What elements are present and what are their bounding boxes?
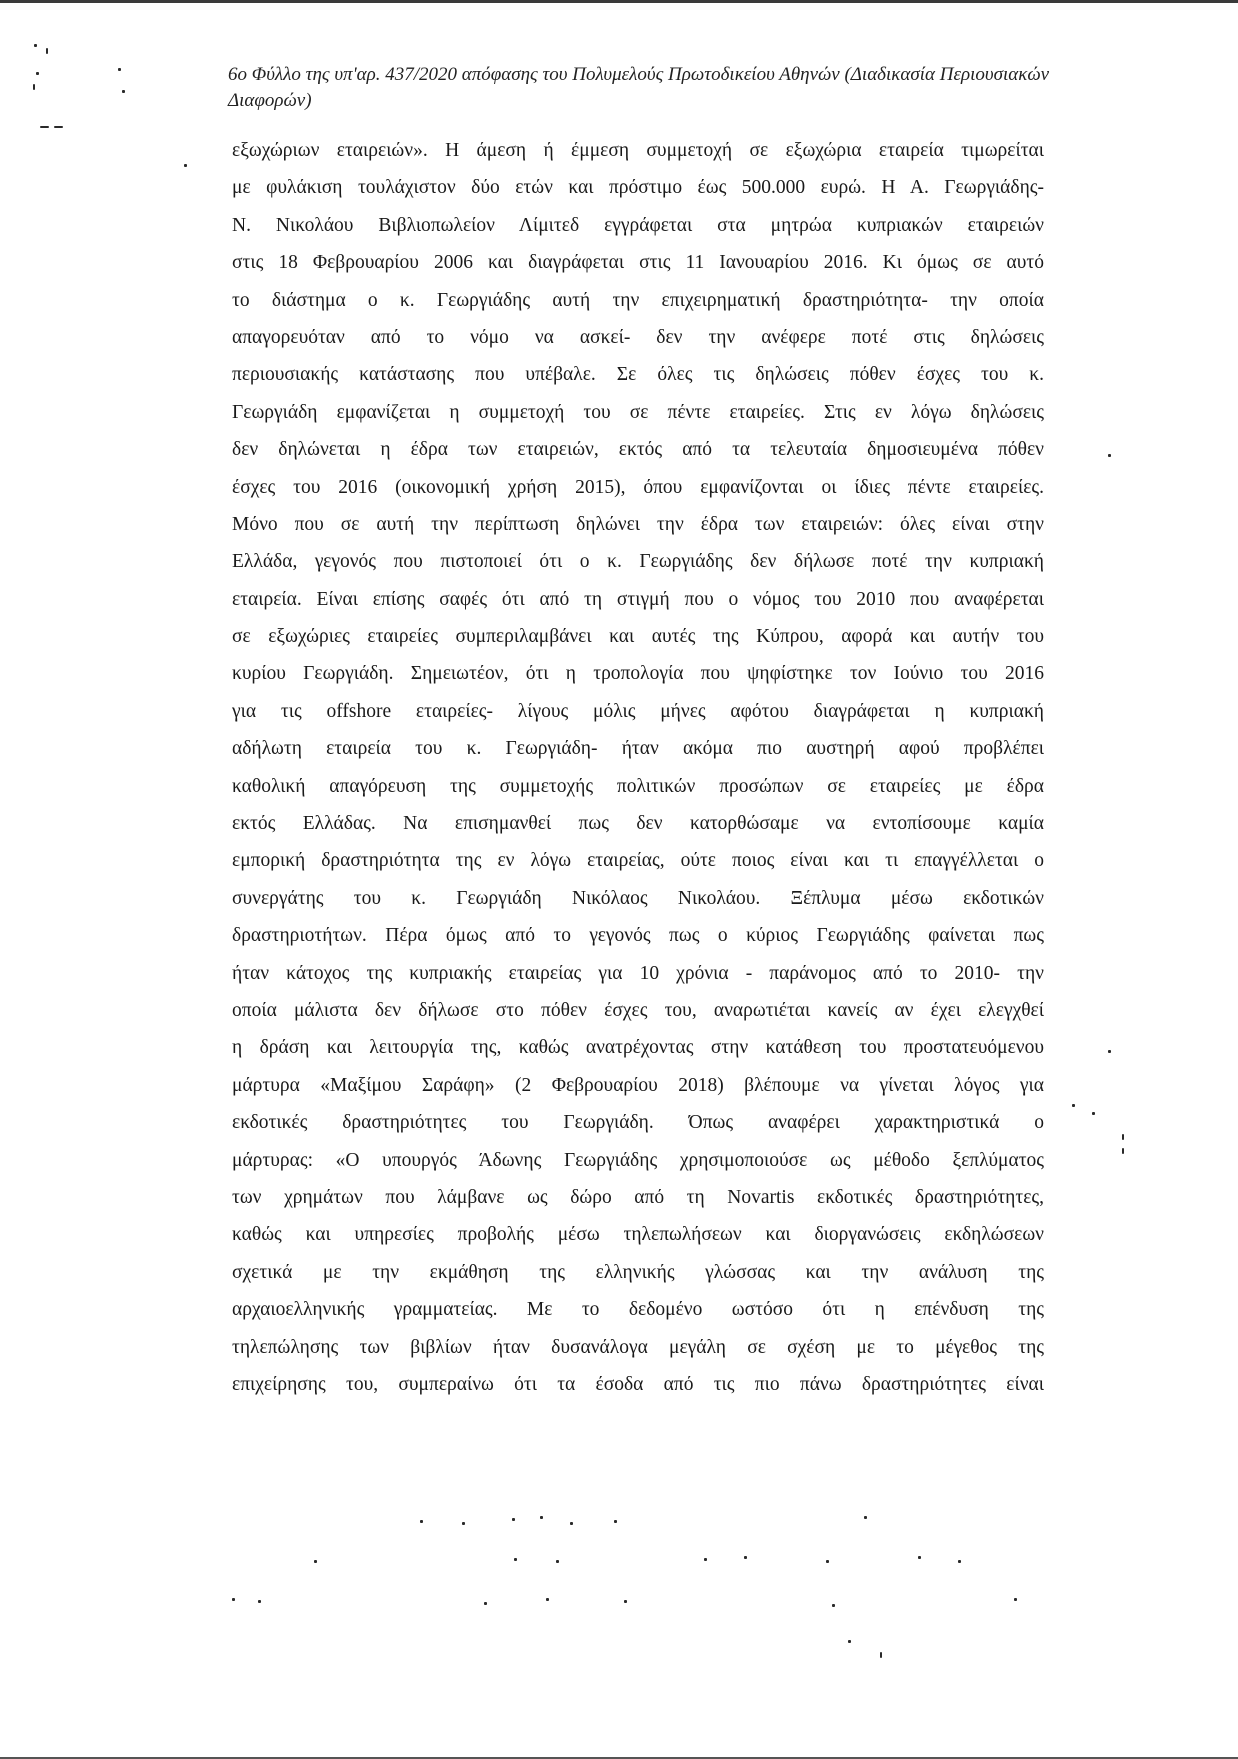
text-line: εμπορική δραστηριότητα της εν λόγω εταιρείας, ούτε ποιος είναι και τι επαγγέλλεται ο [232,850,1044,872]
text-line: απαγορευόταν από το νόμο να ασκεί- δεν την ανέφερε ποτέ στις δηλώσεις [232,326,1044,348]
text-line: σε εξωχώριες εταιρείες συμπεριλαμβάνει και αυτές της Κύπρου, αφορά και αυτήν του [232,626,1044,648]
scan-speck [1108,454,1111,457]
scan-speck [118,68,121,71]
scan-speck [614,1520,617,1523]
scan-top-edge [0,0,1238,3]
scan-speck [864,1516,867,1519]
scan-speck [232,1598,235,1601]
text-line: οποία μάλιστα δεν δήλωσε στο πόθεν έσχες του, αναρωτιέται κανείς αν έχει ελεγχθεί [232,999,1044,1021]
scan-speck [1092,1112,1095,1115]
text-line: το διάστημα ο κ. Γεωργιάδης αυτή την επιχειρηματική δραστηριότητα- την οποία [232,289,1044,311]
text-line: εκτός Ελλάδας. Να επισημανθεί πως δεν κατορθώσαμε να εντοπίσουμε καμία [232,813,1044,835]
scan-speck [462,1522,465,1525]
text-line: έσχες του 2016 (οικονομική χρήση 2015), όπου εμφανίζονται οι ίδιες πέντε εταιρείες. [232,476,1044,498]
scan-speck [744,1556,747,1559]
scan-speck [512,1518,515,1521]
text-line: δραστηριοτήτων. Πέρα όμως από το γεγονός πως ο κύριος Γεωργιάδης φαίνεται πως [232,925,1044,947]
scan-speck [1014,1598,1017,1601]
scan-speck [704,1558,707,1561]
scan-speck [540,1516,543,1519]
scan-speck [1072,1104,1075,1107]
scan-speck [514,1558,517,1561]
scan-speck [958,1560,961,1563]
scan-speck [258,1600,261,1603]
scan-speck [34,44,37,47]
scan-speck [832,1604,835,1607]
text-line: καθώς και υπηρεσίες προβολής μέσω τηλεπωλήσεων και διοργανώσεις εκδηλώσεων [232,1224,1044,1246]
text-line: Γεωργιάδη εμφανίζεται η συμμετοχή του σε πέντε εταιρείες. Στις εν λόγω δηλώσεις [232,401,1044,423]
scan-speck [880,1652,882,1658]
text-line: στις 18 Φεβρουαρίου 2006 και διαγράφεται στις 11 Ιανουαρίου 2016. Κι όμως σε αυτό [232,252,1044,274]
scan-speck [54,126,63,128]
text-line: μάρτυρας: «Ο υπουργός Άδωνης Γεωργιάδης χρησιμοποιούσε ως μέθοδο ξεπλύματος [232,1149,1044,1171]
text-line: η δράση και λειτουργία της, καθώς ανατρέχοντας στην κατάθεση του προστατευόμενου [232,1037,1044,1059]
text-line: αδήλωτη εταιρεία του κ. Γεωργιάδη- ήταν ακόμα πιο αυστηρή αφού προβλέπει [232,738,1044,760]
text-line: Ν. Νικολάου Βιβλιοπωλείον Λίμιτεδ εγγράφεται στα μητρώα κυπριακών εταιρειών [232,214,1044,236]
text-line: κυρίου Γεωργιάδη. Σημειωτέον, ότι η τροπολογία που ψηφίστηκε τον Ιούνιο του 2016 [232,663,1044,685]
scan-speck [546,1598,549,1601]
scan-speck [484,1602,487,1605]
text-line: επιχείρησης του, συμπεραίνω ότι τα έσοδα από τις πιο πάνω δραστηριότητες είναι [232,1373,1044,1395]
scan-speck [556,1560,559,1563]
scan-speck [624,1600,627,1603]
scan-speck [122,90,125,93]
text-line: Μόνο που σε αυτή την περίπτωση δηλώνει την έδρα των εταιρειών: όλες είναι στην [232,513,1044,535]
page-header: 6ο Φύλλο της υπ'αρ. 437/2020 απόφασης του Πολυμελούς Πρωτοδικείου Αθηνών (Διαδικασία Περιουσιακών Διαφορών) [228,64,1050,111]
scan-speck [420,1520,423,1523]
text-line: ήταν κάτοχος της κυπριακής εταιρείας για 10 χρόνια - παράνομος από το 2010- την [232,962,1044,984]
text-line: καθολική απαγόρευση της συμμετοχής πολιτικών προσώπων σε εταιρείες με έδρα [232,775,1044,797]
text-line: εξωχώριων εταιρειών». Η άμεση ή έμμεση συμμετοχή σε εξωχώρια εταιρεία τιμωρείται [232,140,1044,161]
scan-speck [46,48,48,54]
text-line: των χρημάτων που λάμβανε ως δώρο από τη Novartis εκδοτικές δραστηριότητες, [232,1186,1044,1208]
scan-speck [1122,1148,1124,1154]
text-line: για τις offshore εταιρείες- λίγους μόλις μήνες αφότου διαγράφεται η κυπριακή [232,700,1044,722]
scan-speck [36,72,39,75]
scan-speck [184,164,187,167]
scan-speck [570,1522,573,1525]
text-line: εκδοτικές δραστηριότητες του Γεωργιάδη. Όπως αναφέρει χαρακτηριστικά ο [232,1112,1044,1134]
text-line: Ελλάδα, γεγονός που πιστοποιεί ότι ο κ. Γεωργιάδης δεν δήλωσε ποτέ την κυπριακή [232,551,1044,573]
text-line: συνεργάτης του κ. Γεωργιάδη Νικόλαος Νικολάου. Ξέπλυμα μέσω εκδοτικών [232,887,1044,909]
scan-speck [918,1556,921,1559]
scan-speck [314,1560,317,1563]
text-line: τηλεπώλησης των βιβλίων ήταν δυσανάλογα μεγάλη σε σχέση με το μέγεθος της [232,1336,1044,1358]
scan-speck [1108,1050,1111,1053]
text-line: δεν δηλώνεται η έδρα των εταιρειών, εκτός από τα τελευταία δημοσιευμένα πόθεν [232,439,1044,461]
scan-speck [1122,1134,1124,1140]
text-line: μάρτυρα «Μαξίμου Σαράφη» (2 Φεβρουαρίου 2018) βλέπουμε να γίνεται λόγος για [232,1074,1044,1096]
scan-speck [826,1560,829,1563]
scan-speck [40,126,49,128]
text-line: με φυλάκιση τουλάχιστον δύο ετών και πρόστιμο έως 500.000 ευρώ. Η Α. Γεωργιάδης- [232,177,1044,199]
text-line: αρχαιοελληνικής γραμματείας. Με το δεδομένο ωστόσο ότι η επένδυση της [232,1299,1044,1321]
scan-speck [848,1640,851,1643]
scan-speck [33,84,35,90]
text-line: περιουσιακής κατάστασης που υπέβαλε. Σε όλες τις δηλώσεις πόθεν έσχες του κ. [232,364,1044,386]
text-line: σχετικά με την εκμάθηση της ελληνικής γλώσσας και την ανάλυση της [232,1261,1044,1283]
body-text [232,132,1044,1403]
text-line: εταιρεία. Είναι επίσης σαφές ότι από τη στιγμή που ο νόμος του 2010 που αναφέρεται [232,588,1044,610]
